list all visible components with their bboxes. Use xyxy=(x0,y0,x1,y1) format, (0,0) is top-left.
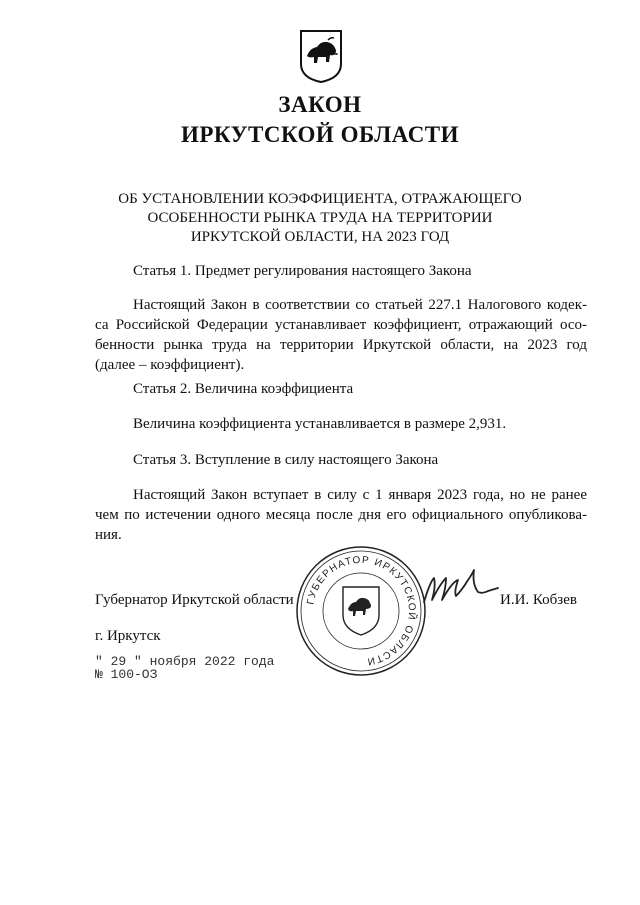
seal-text: ГУБЕРНАТОР ИРКУТСКОЙ ОБЛАСТИ xyxy=(305,554,418,667)
coat-of-arms-icon xyxy=(298,28,344,84)
law-number: № 100-ОЗ xyxy=(95,667,158,682)
text-line: Настоящий Закон вступает в силу с 1 января 2023 года, но не ранее xyxy=(133,487,587,503)
official-seal xyxy=(293,543,429,679)
subject-line: ОСОБЕННОСТИ РЫНКА ТРУДА НА ТЕРРИТОРИИ xyxy=(147,210,493,226)
text-line: чем по истечении одного месяца после дня его официального опубликова- xyxy=(95,507,587,523)
signer-title: Губернатор Иркутской области xyxy=(95,592,294,608)
article-3-text xyxy=(95,485,587,545)
region-title: ИРКУТСКОЙ ОБЛАСТИ xyxy=(180,122,460,147)
text-line: ния. xyxy=(95,527,122,543)
text-line: (далее – коэффициент). xyxy=(95,357,245,373)
article-2-text: Величина коэффициента устанавливается в размере 2,931. xyxy=(133,416,507,432)
article-3-heading: Статья 3. Вступление в силу настоящего Закона xyxy=(133,452,439,468)
subject-line: ОБ УСТАНОВЛЕНИИ КОЭФФИЦИЕНТА, ОТРАЖАЮЩЕГО xyxy=(118,191,522,207)
text-line: бенности рынка труда на территории Иркутской области, на 2023 год xyxy=(95,337,587,353)
article-1-text xyxy=(95,295,587,375)
law-title: ЗАКОН xyxy=(278,92,362,117)
article-1-heading: Статья 1. Предмет регулирования настоящего Закона xyxy=(133,263,472,279)
handwritten-signature xyxy=(420,568,502,612)
city: г. Иркутск xyxy=(95,628,161,644)
article-2-heading: Статья 2. Величина коэффициента xyxy=(133,381,354,397)
subject-line: ИРКУТСКОЙ ОБЛАСТИ, НА 2023 ГОД xyxy=(190,229,450,245)
text-line: са Российской Федерации устанавливает коэффициент, отражающий осо- xyxy=(95,317,587,333)
law-subject xyxy=(80,190,560,247)
text-line: Настоящий Закон в соответствии со статьей 227.1 Налогового кодек- xyxy=(133,297,587,313)
adoption-date: " 29 " ноября 2022 года xyxy=(95,654,275,669)
signer-name: И.И. Кобзев xyxy=(500,592,577,608)
